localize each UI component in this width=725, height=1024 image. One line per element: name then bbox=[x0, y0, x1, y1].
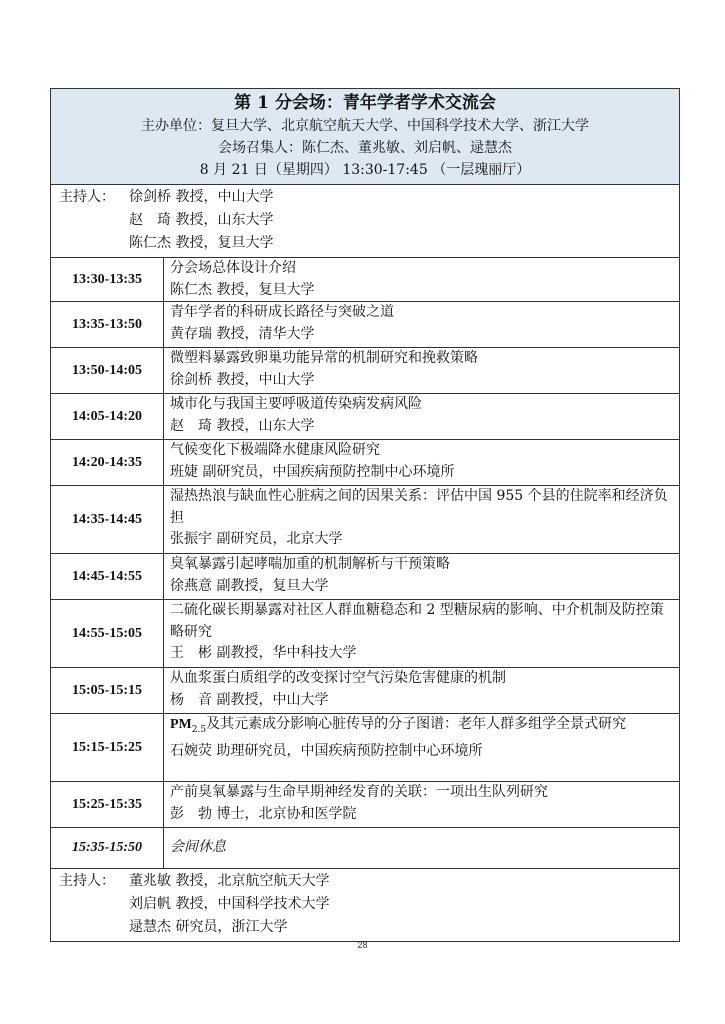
slot-time: 14:20-14:35 bbox=[51, 440, 164, 485]
talk-speaker: 彭 勃 博士，北京协和医学院 bbox=[170, 805, 357, 822]
talk-title: 青年学者的科研成长路径与突破之道 bbox=[170, 304, 394, 320]
talk-title: 从血浆蛋白质组学的改变探讨空气污染危害健康的机制 bbox=[170, 670, 506, 686]
schedule-row bbox=[51, 714, 679, 782]
slot-time: 15:05-15:15 bbox=[51, 668, 164, 713]
session-header bbox=[51, 89, 679, 185]
host-block-2 bbox=[51, 869, 679, 941]
talk-title bbox=[170, 714, 673, 741]
talk-speaker: 班婕 副研究员，中国疾病预防控制中心环境所 bbox=[170, 463, 455, 480]
host-block-1 bbox=[51, 185, 679, 258]
host-name: 赵 琦 教授，山东大学 bbox=[129, 212, 274, 228]
slot-time: 14:35-14:45 bbox=[51, 486, 164, 553]
slot-time: 13:35-13:50 bbox=[51, 302, 164, 347]
slot-time: 13:50-14:05 bbox=[51, 348, 164, 393]
slot-time: 15:15-15:25 bbox=[51, 714, 164, 781]
schedule-row bbox=[51, 782, 679, 828]
break-label: 会间休息 bbox=[170, 839, 226, 856]
talk-title: 二硫化碳长期暴露对社区人群血糖稳态和 2 型糖尿病的影响、中介机制及防控策略研究 bbox=[170, 602, 664, 640]
host-label: 主持人： bbox=[59, 873, 115, 889]
break-row bbox=[51, 828, 679, 869]
pm-subscript: 2.5 bbox=[191, 724, 207, 735]
talk-title: 湿热热浪与缺血性心脏病之间的因果关系：评估中国 955 个县的住院率和经济负担 bbox=[170, 488, 668, 526]
page-number: 28 bbox=[357, 940, 368, 950]
slot-time: 14:55-15:05 bbox=[51, 600, 164, 667]
talk-title: 产前臭氧暴露与生命早期神经发育的关联：一项出生队列研究 bbox=[170, 784, 548, 800]
host-name: 董兆敏 教授，北京航空航天大学 bbox=[129, 873, 330, 889]
host-name: 刘启帆 教授，中国科学技术大学 bbox=[129, 896, 330, 912]
talk-speaker: 赵 琦 教授，山东大学 bbox=[170, 417, 315, 434]
host-name: 逯慧杰 研究员，浙江大学 bbox=[129, 919, 288, 935]
slot-time: 15:25-15:35 bbox=[51, 782, 164, 827]
talk-speaker: 黄存瑞 教授，清华大学 bbox=[170, 325, 315, 342]
schedule-row bbox=[51, 486, 679, 554]
talk-speaker: 徐剑桥 教授，中山大学 bbox=[170, 371, 315, 388]
organizers: 主办单位：复旦大学、北京航空航天大学、中国科学技术大学、浙江大学 bbox=[141, 118, 589, 134]
talk-title: 气候变化下极端降水健康风险研究 bbox=[170, 442, 380, 458]
conveners: 会场召集人：陈仁杰、董兆敏、刘启帆、逯慧杰 bbox=[218, 140, 512, 156]
schedule-row bbox=[51, 600, 679, 668]
talk-speaker: 王 彬 副教授，华中科技大学 bbox=[170, 645, 357, 661]
schedule-row bbox=[51, 440, 679, 486]
slot-time: 13:30-13:35 bbox=[51, 258, 164, 301]
talk-speaker: 杨 音 副教授，中山大学 bbox=[170, 691, 329, 708]
talk-title: 臭氧暴露引起哮喘加重的机制解析与干预策略 bbox=[170, 556, 450, 572]
slot-time: 15:35-15:50 bbox=[51, 828, 164, 868]
schedule-row bbox=[51, 668, 679, 714]
schedule-table bbox=[50, 88, 680, 942]
host-label: 主持人： bbox=[59, 189, 115, 205]
talk-title-text: 及其元素成分影响心脏传导的分子图谱：老年人群多组学全景式研究 bbox=[206, 716, 627, 732]
session-datetime: 8 月 21 日（星期四） 13:30-17:45 （一层瑰丽厅） bbox=[199, 162, 531, 178]
schedule-row bbox=[51, 554, 679, 600]
talk-title: 微塑料暴露致卵巢功能异常的机制研究和挽救策略 bbox=[170, 350, 478, 366]
schedule-row bbox=[51, 258, 679, 302]
talk-title: 分会场总体设计介绍 bbox=[170, 260, 296, 276]
session-title: 第 1 分会场：青年学者学术交流会 bbox=[234, 93, 496, 113]
talk-title: 城市化与我国主要呼吸道传染病发病风险 bbox=[170, 396, 422, 412]
host-name: 陈仁杰 教授，复旦大学 bbox=[129, 235, 274, 251]
talk-speaker: 徐燕意 副教授，复旦大学 bbox=[170, 577, 329, 594]
talk-speaker: 陈仁杰 教授，复旦大学 bbox=[170, 281, 315, 298]
talk-speaker: 石婉荧 助理研究员，中国疾病预防控制中心环境所 bbox=[170, 743, 483, 760]
schedule-row bbox=[51, 302, 679, 348]
schedule-row bbox=[51, 348, 679, 394]
pm-label: PM bbox=[170, 717, 192, 732]
host-name: 徐剑桥 教授，中山大学 bbox=[129, 189, 274, 205]
slot-time: 14:45-14:55 bbox=[51, 554, 164, 599]
talk-speaker: 张振宇 副研究员，北京大学 bbox=[170, 531, 343, 547]
schedule-row bbox=[51, 394, 679, 440]
slot-time: 14:05-14:20 bbox=[51, 394, 164, 439]
